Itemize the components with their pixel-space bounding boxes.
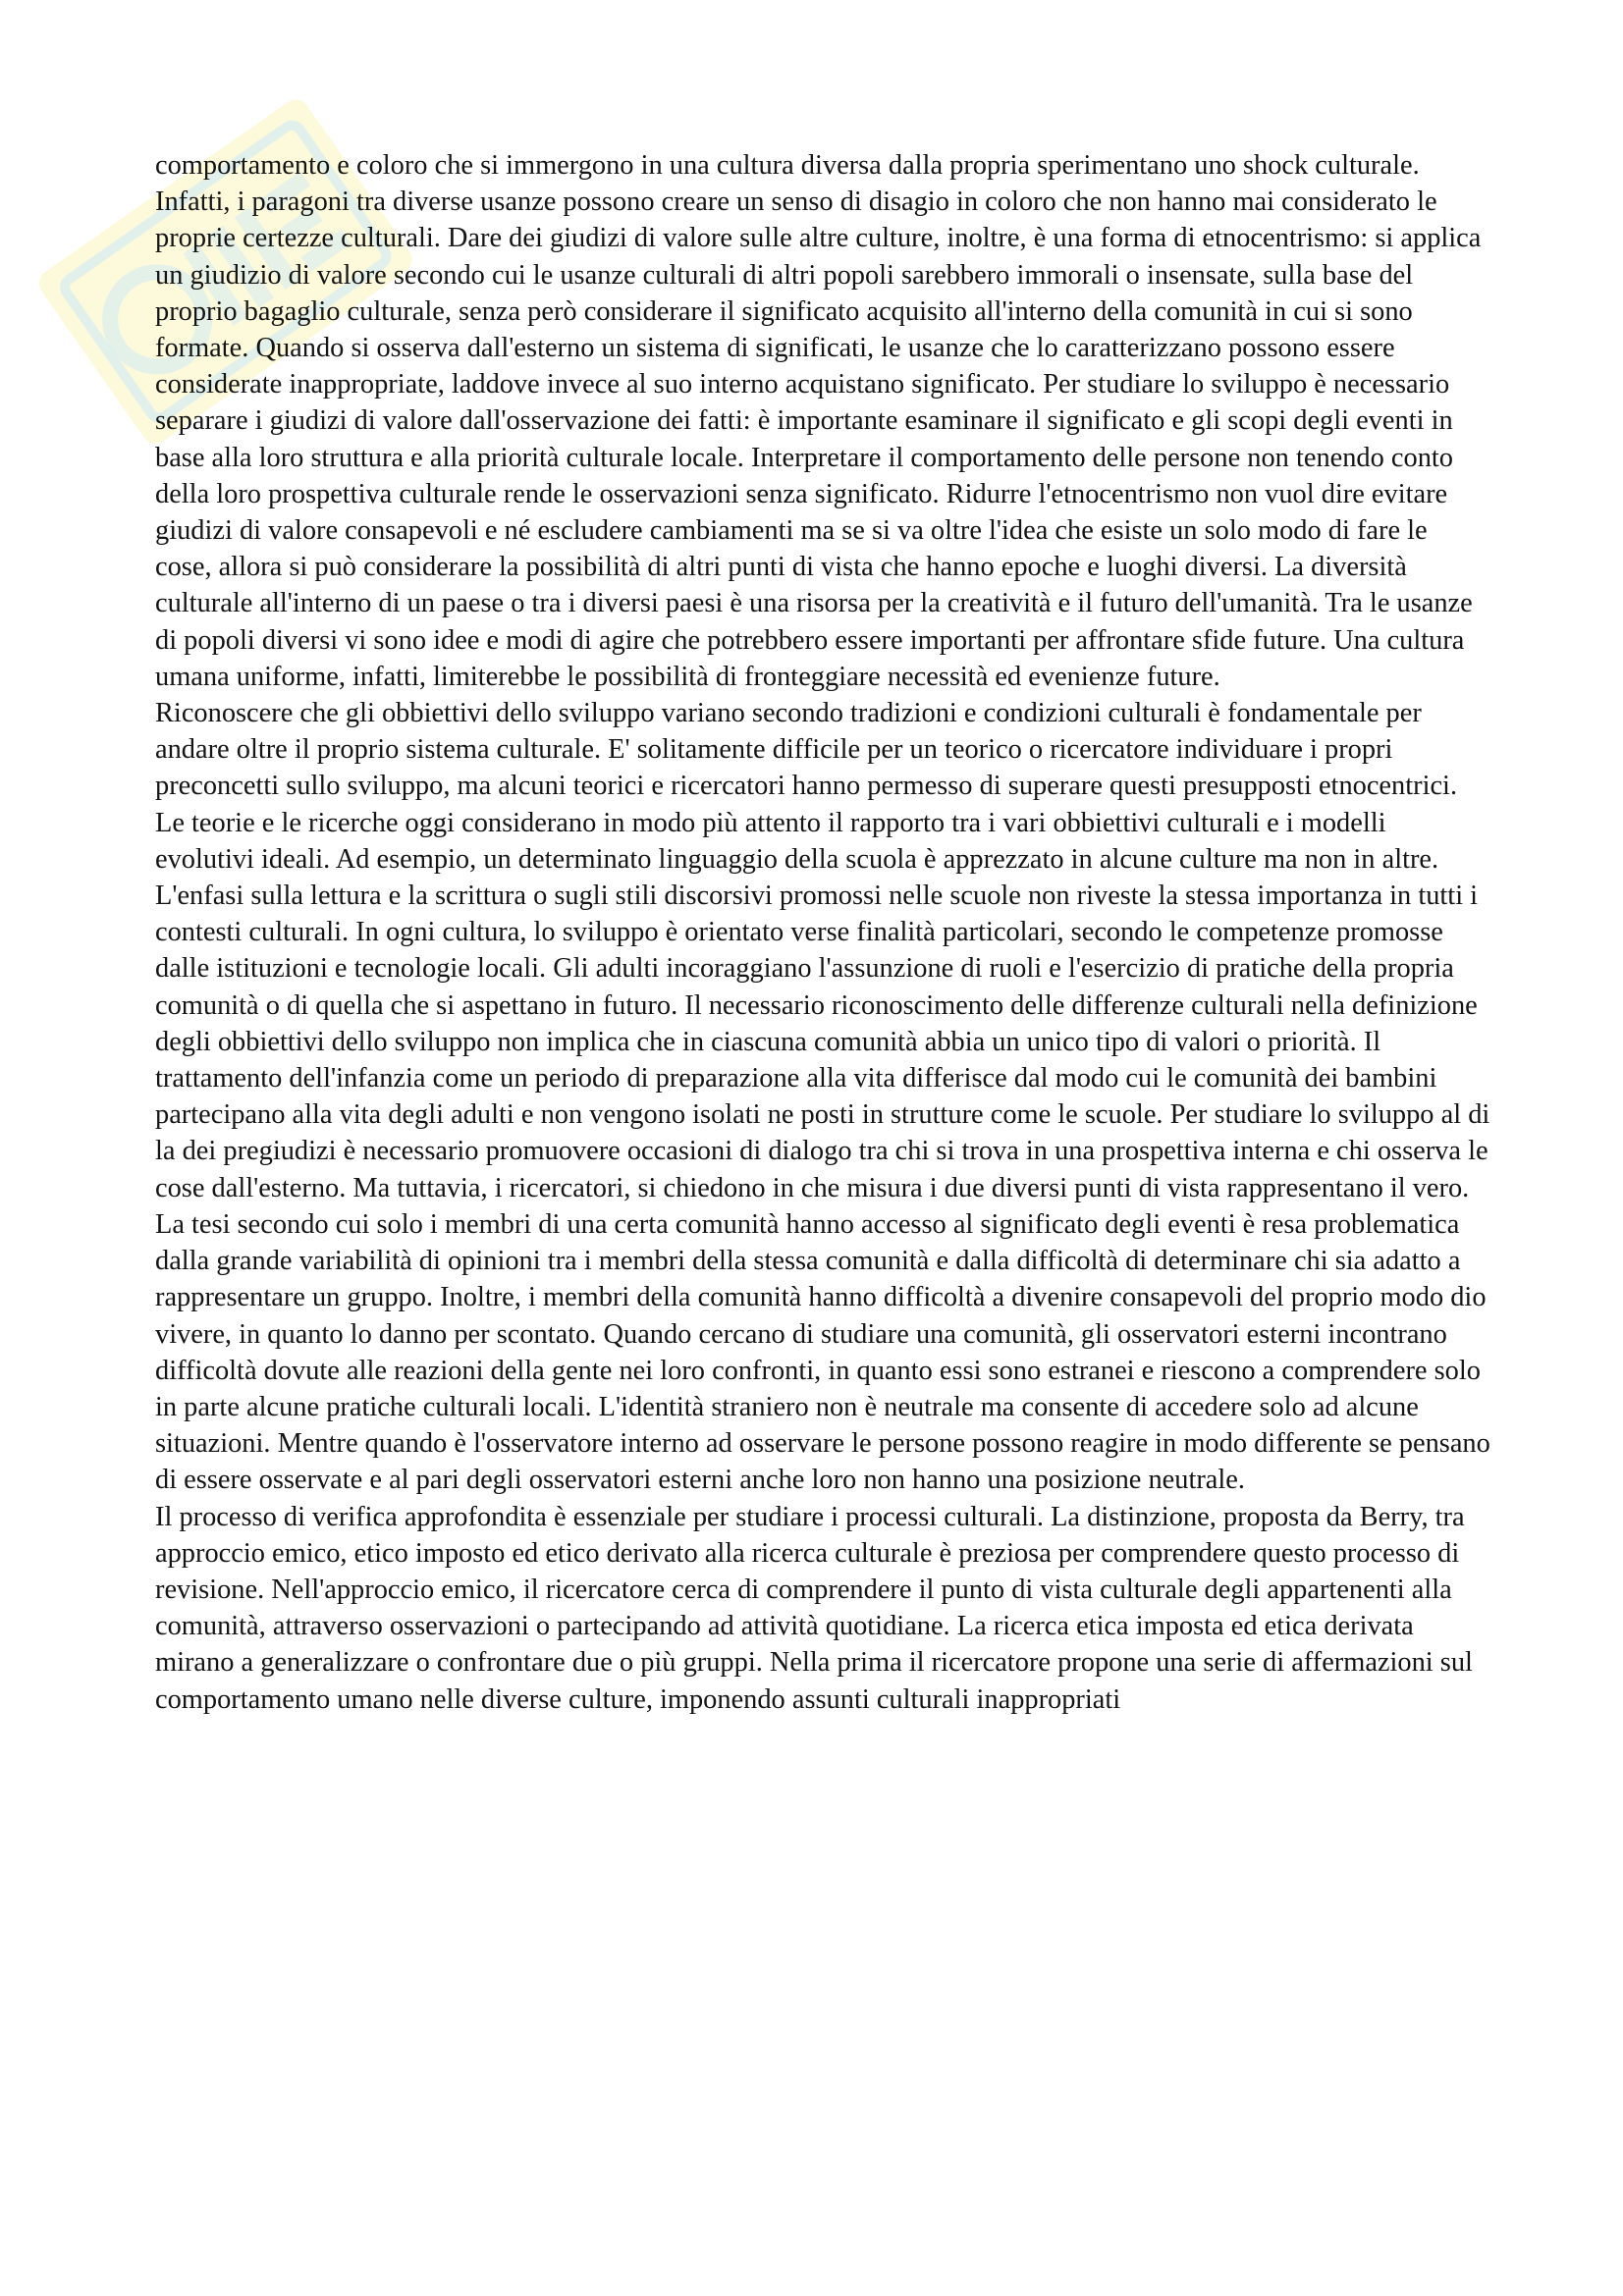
paragraph: comportamento e coloro che si immergono in una cultura diversa dalla propria sperimentano uno shock culturale. Infatti, i paragoni tra diverse usanze possono creare un senso di disagio in coloro che non hanno mai considerato le proprie certezze culturali. Dare dei giudizi di valore sulle altre culture, inoltre, è una forma di etnocentrismo: si applica un giudizio di valore secondo cui le usanze culturali di altri popoli sarebbero immorali o insensate, sulla base del proprio bagaglio culturale, senza però considerare il significato acquisito all'interno della comunità in cui si sono formate. Quando si osserva dall'esterno un sistema di significati, le usanze che lo caratterizzano possono essere considerate inappropriate, laddove invece al suo interno acquistano significato. Per studiare lo sviluppo è necessario separare i giudizi di valore dall'osservazione dei fatti: è importante esaminare il significato e gli scopi degli eventi in base alla loro struttura e alla priorità culturale locale. Interpretare il comportamento delle persone non tenendo conto della loro prospettiva culturale rende le osservazioni senza significato. Ridurre l'etnocentrismo non vuol dire evitare giudizi di valore consapevoli e né escludere cambiamenti ma se si va oltre l'idea che esiste un solo modo di fare le cose, allora si può considerare la possibilità di altri punti di vista che hanno epoche e luoghi diversi. La diversità culturale all'interno di un paese o tra i diversi paesi è una risorsa per la creatività e il futuro dell'umanità. Tra le usanze di popoli diversi vi sono idee e modi di agire che potrebbero essere importanti per affrontare sfide future. Una cultura umana uniforme, infatti, limiterebbe le possibilità di fronteggiare necessità ed evenienze future. [155,150,1482,692]
paragraph: Riconoscere che gli obbiettivi dello sviluppo variano secondo tradizioni e condizioni culturali è fondamentale per andare oltre il proprio sistema culturale. E' solitamente difficile per un teorico o ricercatore individuare i propri preconcetti sullo sviluppo, ma alcuni teorici e ricercatori hanno permesso di superare questi presupposti etnocentrici. Le teorie e le ricerche oggi considerano in modo più attento il rapporto tra i vari obbiettivi culturali e i modelli evolutivi ideali. Ad esempio, un determinato linguaggio della scuola è apprezzato in alcune culture ma non in altre. L'enfasi sulla lettura e la scrittura o sugli stili discorsivi promossi nelle scuole non riveste la stessa importanza in tutti i contesti culturali. In ogni cultura, lo sviluppo è orientato verse finalità particolari, secondo le competenze promosse dalle istituzioni e tecnologie locali. Gli adulti incoraggiano l'assunzione di ruoli e l'esercizio di pratiche della propria comunità o di quella che si aspettano in futuro. Il necessario riconoscimento delle differenze culturali nella definizione degli obbiettivi dello sviluppo non implica che in ciascuna comunità abbia un unico tipo di valori o priorità. Il trattamento dell'infanzia come un periodo di preparazione alla vita differisce dal modo cui le comunità dei bambini partecipano alla vita degli adulti e non vengono isolati ne posti in strutture come le scuole. Per studiare lo sviluppo al di la dei pregiudizi è necessario promuovere occasioni di dialogo tra chi si trova in una prospettiva interna e chi osserva le cose dall'esterno. Ma tuttavia, i ricercatori, si chiedono in che misura i due diversi punti di vista rappresentano il vero. La tesi secondo cui solo i membri di una certa comunità hanno accesso al significato degli eventi è resa problematica dalla grande variabilità di opinioni tra i membri della stessa comunità e dalla difficoltà di determinare chi sia adatto a rappresentare un gruppo. Inoltre, i membri della comunità hanno difficoltà a divenire consapevoli del proprio modo dio vivere, in quanto lo danno per scontato. Quando cercano di studiare una comunità, gli osservatori esterni incontrano difficoltà dovute alle reazioni della gente nei loro confronti, in quanto essi sono estranei e riescono a comprendere solo in parte alcune pratiche culturali locali. L'identità straniero non è neutrale ma consente di accedere solo ad alcune situazioni. Mentre quando è l'osservatore interno ad osservare le persone possono reagire in modo differente se pensano di essere osservate e al pari degli osservatori esterni anche loro non hanno una posizione neutrale. [155,698,1490,1496]
document-body [155,147,1490,1718]
paragraph: Il processo di verifica approfondita è essenziale per studiare i processi culturali. La distinzione, proposta da Berry, tra approccio emico, etico imposto ed etico derivato alla ricerca culturale è preziosa per comprendere questo processo di revisione. Nell'approccio emico, il ricercatore cerca di comprendere il punto di vista culturale degli appartenenti alla comunità, attraverso osservazioni o partecipando ad attività quotidiane. La ricerca etica imposta ed etica derivata mirano a generalizzare o confrontare due o più gruppi. Nella prima il ricercatore propone una serie di affermazioni sul comportamento umano nelle diverse culture, imponendo assunti culturali inappropriati [155,1501,1473,1715]
